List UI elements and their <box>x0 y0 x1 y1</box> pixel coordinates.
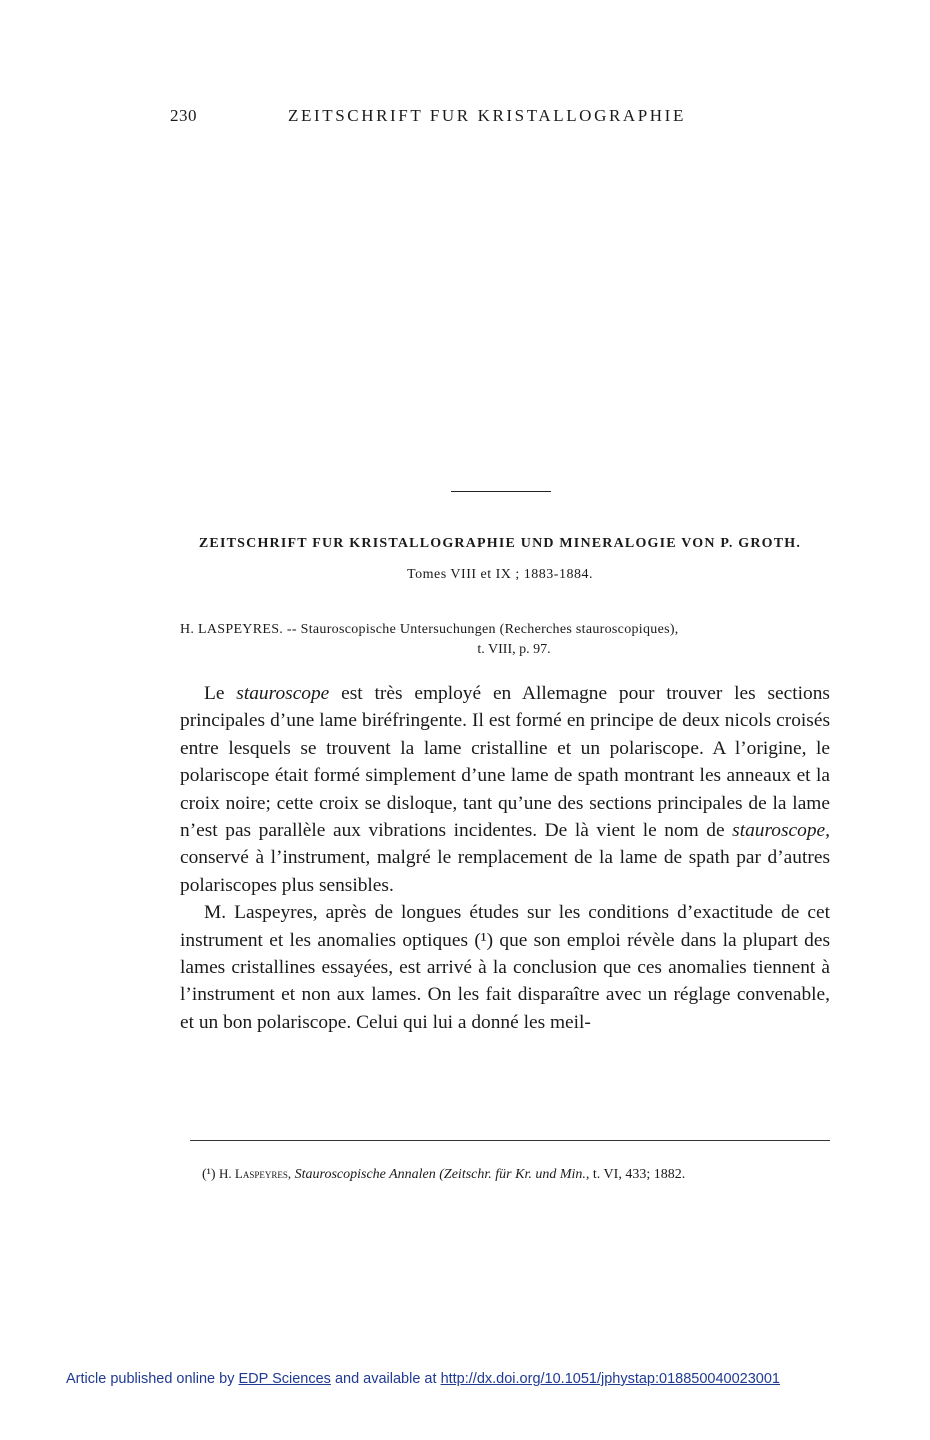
paragraph-1 <box>180 680 830 899</box>
paragraph-2: M. Laspeyres, après de longues études sur les conditions d’exactitude de cet instrument et les anomalies optiques (¹) que son emploi révèle dans la plupart des lames cristallines essayées, est arrivé à la conclusion que ces anomalies tiennent à l’instrument et non aux lames. On les fait disparaître avec un réglage convenable, et un bon polariscope. Celui qui lui a donné les meil- <box>180 902 830 1033</box>
footnote <box>180 1164 830 1185</box>
banner-prefix: Article published online by <box>66 1371 239 1387</box>
footnote-divider <box>190 1140 830 1141</box>
body-text <box>180 680 830 1036</box>
publisher-link[interactable]: EDP Sciences <box>238 1371 331 1387</box>
banner-middle: and available at <box>330 1371 441 1387</box>
footnote-title: Stauroscopische Annalen (Zeitschr. für Kr. und Min., <box>291 1167 590 1182</box>
volumes-line: Tomes VIII et IX ; 1883-1884. <box>407 567 593 582</box>
article-title-text: ZEITSCHRIFT FUR KRISTALLOGRAPHIE UND MINERALOGIE VON P. GROTH. <box>198 536 802 551</box>
footnote-rest: t. VI, 433; 1882. <box>589 1167 686 1182</box>
article-title <box>0 536 930 552</box>
p1-text-b: est très employé en Allemagne pour trouver les sections principales d’une lame biréfringente. Il est formé en principe de deux nicols croisés entre lesquels se trouvent la lame cristalline et un polariscope. A l’origine, le polariscope était formé simplement d’une lame de spath montrant les anneaux et la croix noire; cette croix se disloque, tant qu’une des sections principales de la lame n’est pas parallèle aux vibrations incidentes. De là vient le nom de <box>180 683 830 842</box>
running-title: ZEITSCHRIFT FUR KRISTALLOGRAPHIE <box>288 106 686 125</box>
article-reference <box>180 620 830 660</box>
doi-link[interactable]: http://dx.doi.org/10.1051/jphystap:018850040023001 <box>440 1371 780 1387</box>
reference-line-1: H. LASPEYRES. -- Stauroscopische Untersuchungen (Recherches stauroscopiques), <box>180 622 679 637</box>
publication-banner <box>66 1371 886 1387</box>
p1-emphasis-1: stauroscope <box>236 683 330 704</box>
section-divider <box>451 491 551 492</box>
page-number: 230 <box>170 106 197 125</box>
p1-emphasis-2: stauroscope, <box>732 820 830 842</box>
footnote-marker: (¹) <box>202 1167 220 1182</box>
footnote-author: H. Laspeyres, <box>219 1166 292 1181</box>
p1-text-c: conservé à l’instrument, malgré le remplacement de la lame de spath par d’autres polariscopes plus sensibles. <box>180 847 830 896</box>
running-head <box>170 106 710 130</box>
reference-line-2: t. VIII, p. 97. <box>477 642 551 657</box>
p1-text-a: Le <box>204 683 237 704</box>
